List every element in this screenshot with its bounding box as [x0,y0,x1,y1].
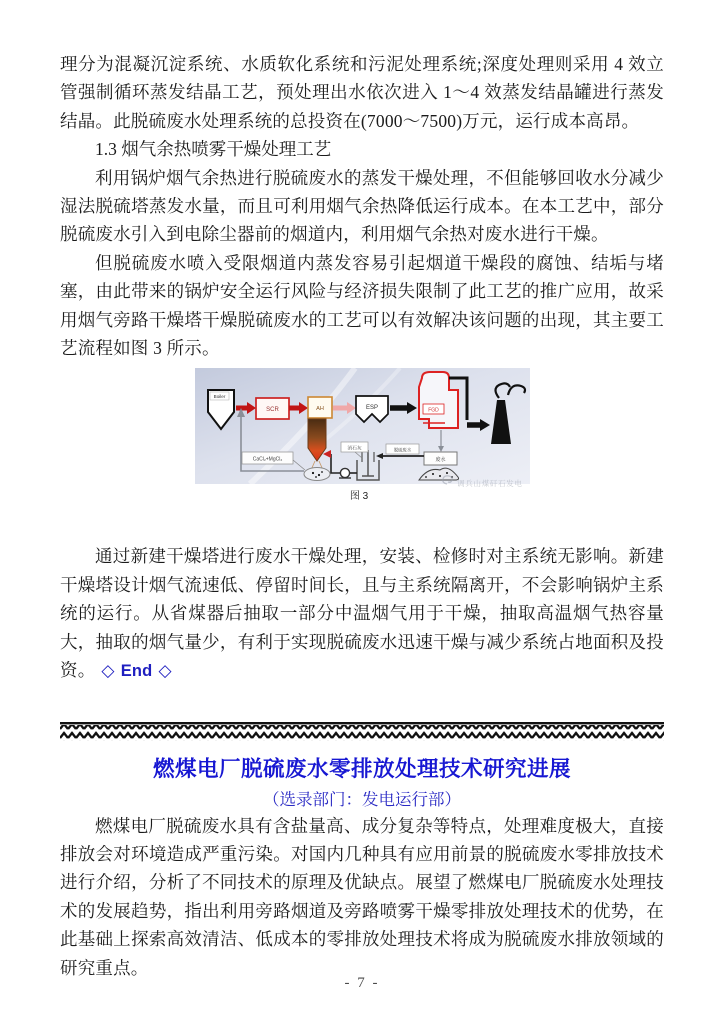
salt-dot [317,474,319,476]
ah-label: AH [315,406,324,413]
page-content [60,50,664,982]
salt-dot [311,472,313,474]
section-divider [60,722,664,741]
article2-subtitle: （选录部门：发电运行部） [263,789,461,809]
figure-3-diagram [195,368,530,503]
wastewater-line-label: 脱硫废水 [393,447,411,453]
scr-label: SCR [265,407,279,414]
divider-zigzag-row-1 [60,725,664,733]
fgd-label: FGD [427,407,439,414]
ash-dot [432,473,434,475]
paragraph-2: 但脱硫废水喷入受限烟道内蒸发容易引起烟道干燥段的腐蚀、结垢与堵塞，由此带来的锅炉安全运行风险与经济损失限制了此工艺的推广应用，故采用烟气旁路干燥塔干燥脱硫废水的工艺可以有效解决该问题的出现，其主要工艺流程如图 3 所示。 [60,252,664,359]
section-heading-1-3: 1.3 烟气余热喷雾干燥处理工艺 [95,139,332,160]
ash-dot [439,475,441,477]
page-number: - 7 - [344,975,380,991]
article2-title: 燃煤电厂脱硫废水零排放处理技术研究进展 [152,756,571,781]
divider-zigzag-row-2 [60,732,664,740]
salt-dot [321,472,323,474]
salt-dot [315,477,317,479]
wastewater-box-label: 废水 [434,457,446,464]
watermark-text: 调兵山煤矸石发电 [456,479,523,489]
end-diamond-left: ◇ [101,661,115,681]
salt-product-ellipse [304,468,330,481]
ash-dot [446,472,448,474]
end-diamond-right: ◇ [158,661,172,681]
article2-abstract: 燃煤电厂脱硫废水具有含盐量高、成分复杂等特点，处理难度极大，直接排放会对环境造成严重污染。对国内几种具有应用前景的脱硫废水零排放技术进行介绍，分析了不同技术的原理及优缺点。展望了燃煤电厂脱硫废水处理技术的发展趋势，指出利用旁路烟道及旁路喷雾干燥零排放处理技术的优势，在此基础上探索高效清洁、低成本的零排放处理技术将成为脱硫废水排放领域的研究重点。 [60,815,664,978]
esp-label: ESP [365,405,378,412]
figure-3 [195,368,530,508]
lime-label: 消石灰 [346,446,362,452]
paragraph-3 [60,542,664,685]
paragraph-continuation: 理分为混凝沉淀系统、水质软化系统和污泥处理系统;深度处理则采用 4 效立管强制循环蒸发结晶工艺，预处理出水依次进入 1～4 效蒸发结晶罐进行蒸发结晶。此脱硫废水处理系统的总投资在(7000～7500)万元，运行成本高昂。 [60,54,664,131]
end-marker [95,660,177,680]
end-word: End [120,662,153,681]
divider-top-line [60,722,664,724]
salt-label: CaCl₂+MgCl₂ [252,456,282,463]
pump [340,469,349,478]
figure-caption: 图 3 [349,491,368,503]
paragraph-1: 利用锅炉烟气余热进行脱硫废水的蒸发干燥处理，不但能够回收水分减少湿法脱硫塔蒸发水量，而且可利用烟气余热降低运行成本。在本工艺中，部分脱硫废水引入到电除尘器前的烟道内，利用烟气余热对废水进行干燥。 [60,167,664,245]
boiler-label: Boiler [213,394,225,400]
paragraph-3-text: 通过新建干燥塔进行废水干燥处理，安装、检修时对主系统无影响。新建干燥塔设计烟气流速低、停留时间长，且与主系统隔离开，不会影响锅炉主系统的运行。从省煤器后抽取一部分中温烟气用于干燥，抽取高温烟气热容量大，抽取的烟气量少，有利于实现脱硫废水迅速干燥与减少系统占地面积及投资。 [60,546,664,681]
ash-dot [425,477,427,479]
